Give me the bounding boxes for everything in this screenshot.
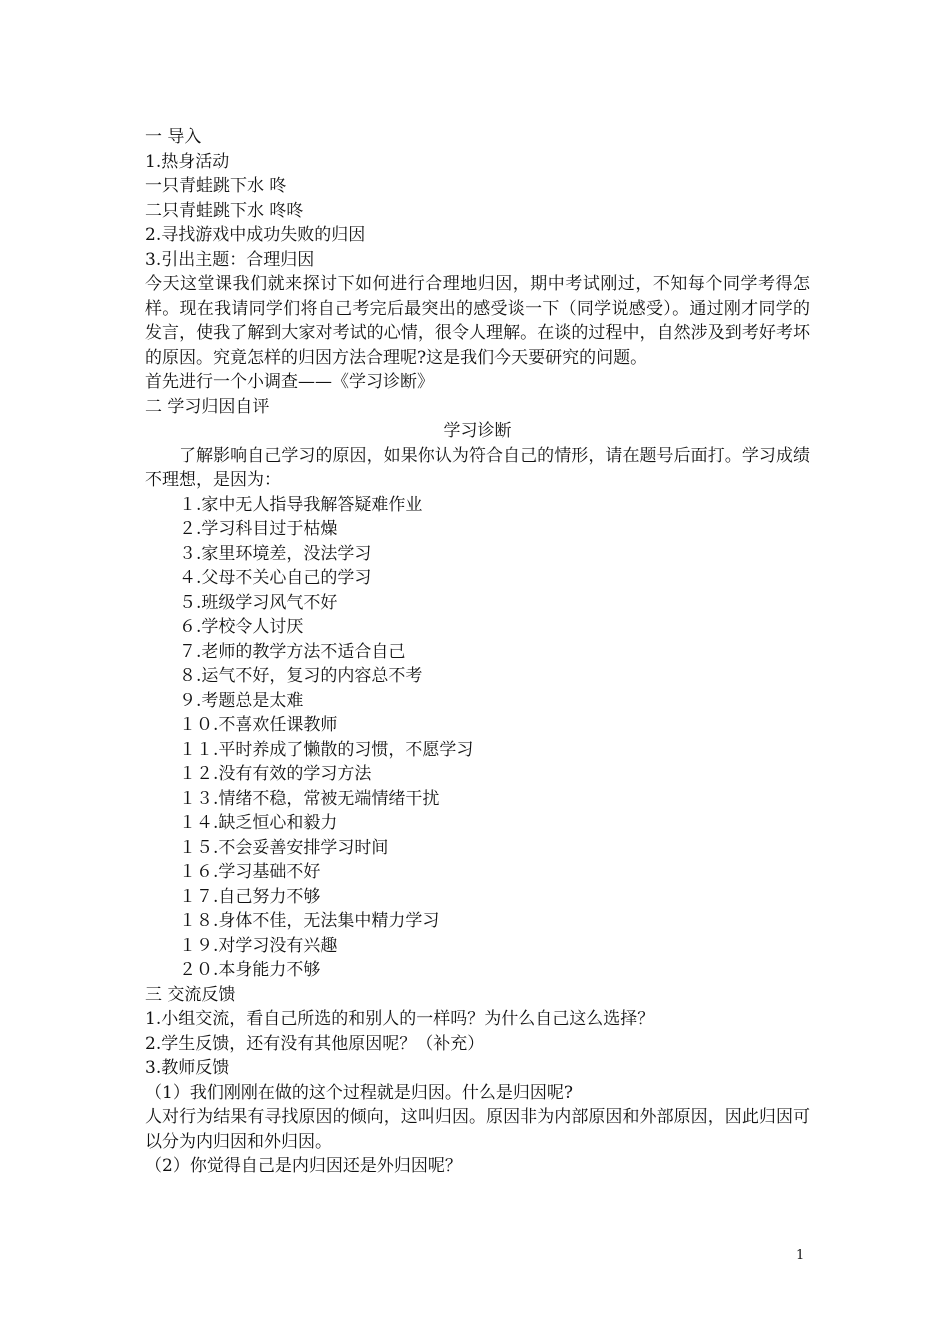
document-content [145, 125, 810, 1179]
list-item: ９.考题总是太难 [179, 690, 304, 711]
feedback-answer: 人对行为结果有寻找原因的倾向，这叫归因。原因非为内部原因和外部原因，因此归因可以分为内归因和外归因。 [145, 1107, 810, 1152]
survey-line: 首先进行一个小调查——《学习诊断》 [145, 372, 434, 392]
survey-instructions: 了解影响自己学习的原因，如果你认为符合自己的情形，请在题号后面打。学习成绩不理想，是因为： [145, 445, 810, 490]
warmup-title: 1.热身活动 [145, 151, 230, 172]
feedback-question: （2）你觉得自己是内归因还是外归因呢？ [145, 1156, 462, 1176]
feedback-item: 1.小组交流，看自己所选的和别人的一样吗？为什么自己这么选择？ [145, 1009, 655, 1029]
warmup-line: 二只青蛙跳下水 咚咚 [145, 200, 304, 221]
list-item: １９.对学习没有兴趣 [179, 935, 338, 956]
list-item: ３.家里环境差，没法学习 [179, 543, 372, 564]
list-item: １６.学习基础不好 [179, 862, 321, 882]
list-item: １７.自己努力不够 [179, 886, 321, 907]
list-item: １０.不喜欢任课教师 [179, 715, 338, 735]
list-item: ４.父母不关心自己的学习 [179, 568, 372, 588]
warmup-line: 一只青蛙跳下水 咚 [145, 176, 287, 196]
survey-items-list [145, 493, 810, 983]
section-heading-feedback: 三 交流反馈 [145, 984, 236, 1005]
list-item: １５.不会妥善安排学习时间 [179, 837, 389, 858]
list-item: １.家中无人指导我解答疑难作业 [179, 494, 423, 515]
list-item: １４.缺乏恒心和毅力 [179, 813, 338, 833]
list-item: １３.情绪不稳，常被无端情绪干扰 [179, 788, 440, 809]
feedback-item: 2.学生反馈，还有没有其他原因呢？（补充） [145, 1033, 485, 1054]
list-item: １８.身体不佳，无法集中精力学习 [179, 911, 440, 931]
list-item: ５.班级学习风气不好 [179, 592, 338, 613]
feedback-item: 3.教师反馈 [145, 1058, 230, 1078]
list-item: ７.老师的教学方法不适合自己 [179, 641, 406, 662]
list-item: ２.学习科目过于枯燥 [179, 519, 338, 539]
intro-paragraph: 今天这堂课我们就来探讨下如何进行合理地归因，期中考试刚过，不知每个同学考得怎样。现在我请同学们将自己考完后最突出的感受谈一下（同学说感受）。通过刚才同学的发言，使我了解到大家对考试的心情，很令人理解。在谈的过程中，自然涉及到考好考坏的原因。究竟怎样的归因方法合理呢?这是我们今天要研究的问题。 [145, 274, 810, 368]
feedback-question: （1）我们刚刚在做的这个过程就是归因。什么是归因呢? [145, 1082, 573, 1103]
section-heading-intro: 一 导入 [145, 127, 202, 147]
intro-item: 2.寻找游戏中成功失败的归因 [145, 225, 366, 245]
intro-item: 3.引出主题：合理归因 [145, 249, 315, 270]
list-item: １１.平时养成了懒散的习惯，不愿学习 [179, 739, 474, 760]
list-item: ２０.本身能力不够 [179, 960, 321, 980]
survey-title: 学习诊断 [443, 421, 512, 441]
section-heading-self-evaluation: 二 学习归因自评 [145, 396, 270, 417]
list-item: １２.没有有效的学习方法 [179, 764, 372, 784]
list-item: ６.学校令人讨厌 [179, 617, 304, 637]
list-item: ８.运气不好，复习的内容总不考 [179, 666, 423, 686]
page-number: 1 [796, 1248, 805, 1263]
